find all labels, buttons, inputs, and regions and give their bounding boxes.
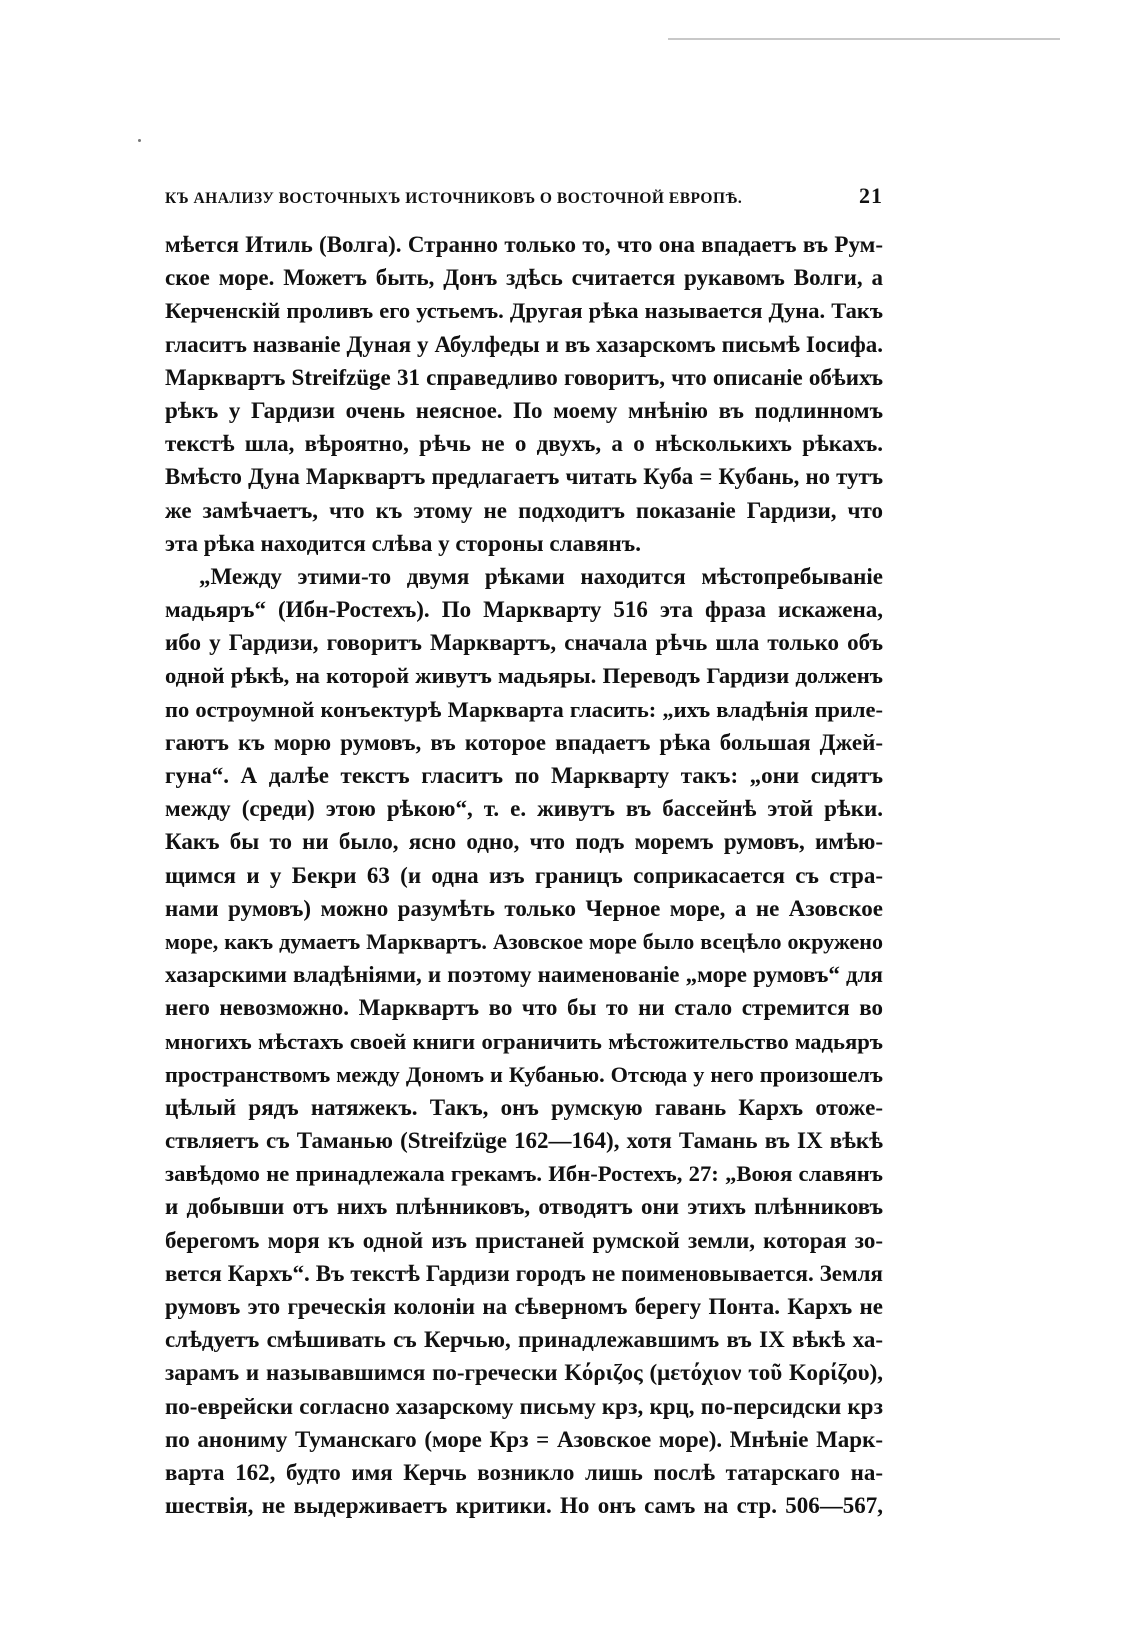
text-line: него невозможно. Марквартъ во что бы то ни стало стремится во [165, 995, 883, 1021]
text-line: зарамъ и называвшимся по-гречески Κόριζος (μετόχιον τοῦ Κορίζου), [165, 1360, 883, 1386]
top-edge-rule [668, 38, 1060, 40]
page-number: 21 [859, 183, 883, 208]
text-line: Вмѣсто Дуна Марквартъ предлагаетъ читать Куба = Кубань, но тутъ [165, 464, 883, 490]
text-line: мадьяръ“ (Ибн-Ростехъ). По Маркварту 516 эта фраза искажена, [165, 597, 883, 623]
running-head [165, 184, 883, 214]
text-line: по-еврейски согласно хазарскому письму крз, крц, по-персидски крз [165, 1393, 883, 1419]
text-line: берегомъ моря къ одной изъ пристаней румской земли, которая зо- [165, 1227, 883, 1253]
text-line: ибо у Гардизи, говоритъ Марквартъ, сначала рѣчь шла только объ [165, 630, 883, 656]
paragraph-end-line: эта рѣка находится слѣва у стороны славянъ. [165, 530, 641, 556]
text-line: завѣдомо не принадлежала грекамъ. Ибн-Ростехъ, 27: „Воюя славянъ [165, 1161, 883, 1187]
text-line: пространствомъ между Дономъ и Кубанью. Отсюда у него произошелъ [165, 1061, 883, 1087]
text-line: по анониму Туманскаго (море Крз = Азовское море). Мнѣніе Марк- [165, 1426, 883, 1452]
text-line: и добывши отъ нихъ плѣнниковъ, отводятъ они этихъ плѣнниковъ [165, 1194, 883, 1220]
text-line: румовъ это греческія колоніи на сѣверномъ берегу Понта. Кархъ не [165, 1294, 883, 1319]
text-line: цѣлый рядъ натяжекъ. Такъ, онъ румскую гавань Кархъ отожe- [165, 1094, 883, 1120]
text-line: гласитъ названіе Дуная у Абулфеды и въ хазарскомъ письмѣ Іосифа. [165, 331, 883, 357]
text-line: варта 162, будто имя Керчь возникло лишь послѣ татарскаго на- [165, 1459, 883, 1485]
text-line: мѣется Итиль (Волга). Странно только то, что она впадаетъ въ Рум- [165, 232, 883, 257]
paragraph-start-line: „Между этими-то двумя рѣками находится мѣстопребываніе [199, 563, 883, 589]
text-line: нами румовъ) можно разумѣть только Черное море, а не Азовское [165, 895, 883, 921]
text-line: Керченскій проливъ его устьемъ. Другая рѣка называется Дуна. Такъ [165, 298, 883, 324]
text-line: слѣдуетъ смѣшивать съ Керчью, принадлежавшимъ въ IX вѣкѣ ха- [165, 1327, 883, 1353]
text-line: же замѣчаетъ, что къ этому не подходитъ показаніе Гардизи, что [165, 497, 883, 523]
text-line: море, какъ думаетъ Марквартъ. Азовское море было всецѣло окружено [165, 928, 883, 954]
text-line: хазарскими владѣніями, и поэтому наименованіе „море румовъ“ для [165, 962, 883, 988]
text-line: Какъ бы то ни было, ясно одно, что подъ моремъ румовъ, имѣю- [165, 829, 883, 855]
text-line: по остроумной конъектурѣ Маркварта гласить: „ихъ владѣнія приле- [165, 696, 883, 722]
text-line: гуна“. А далѣе текстъ гласитъ по Маркварту такъ: „они сидятъ [165, 763, 883, 788]
text-line: рѣкъ у Гардизи очень неясное. По моему мнѣнію въ подлинномъ [165, 397, 883, 423]
text-line: одной рѣкѣ, на которой живутъ мадьяры. Переводъ Гардизи долженъ [165, 663, 883, 689]
scan-speck [138, 139, 141, 142]
text-line: шествія, не выдерживаетъ критики. Но онъ самъ на стр. 506—567, [165, 1493, 883, 1519]
text-line: между (среди) этою рѣкою“, т. е. живутъ въ бассейнѣ этой рѣки. [165, 796, 883, 822]
text-line: текстѣ шла, вѣроятно, рѣчь не о двухъ, а о нѣсколькихъ рѣкахъ. [165, 431, 883, 457]
text-line: ское море. Можетъ быть, Донъ здѣсь считается рукавомъ Волги, а [165, 265, 883, 291]
text-line: вется Кархъ“. Въ текстѣ Гардизи городъ не поименовывается. Земля [165, 1260, 883, 1286]
body-text [165, 228, 883, 1522]
running-title: КЪ АНАЛИЗУ ВОСТОЧНЫХЪ ИСТОЧНИКОВЪ О ВОСТОЧНОЙ ЕВРОПѢ. [165, 190, 743, 207]
text-line: щимся и у Бекри 63 (и одна изъ границъ соприкасается съ стра- [165, 862, 883, 888]
text-line: гаютъ къ морю румовъ, въ которое впадаетъ рѣка большая Джей- [165, 729, 883, 755]
text-line: ствляетъ съ Таманью (Streifzüge 162—164), хотя Тамань въ IX вѣкѣ [165, 1128, 883, 1154]
text-line: многихъ мѣстахъ своей книги ограничить мѣстожительство мадьяръ [165, 1028, 883, 1054]
text-line: Марквартъ Streifzüge 31 справедливо говоритъ, что описаніе обѣихъ [165, 364, 883, 390]
